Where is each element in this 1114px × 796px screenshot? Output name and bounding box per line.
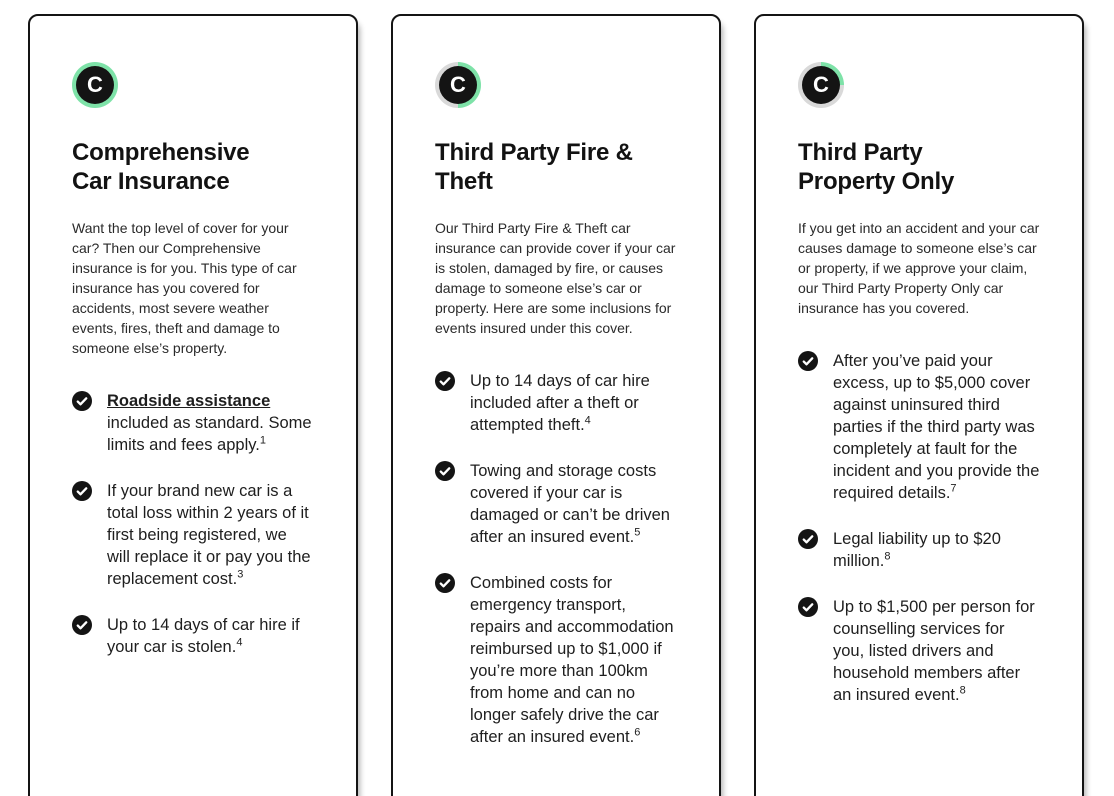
footnote-marker: 5 <box>634 526 641 539</box>
inclusion-item <box>798 350 1040 504</box>
inclusion-item <box>72 614 314 658</box>
check-circle-icon <box>72 615 92 635</box>
insurance-card <box>28 14 358 796</box>
inclusion-item <box>435 370 677 436</box>
inclusion-text: Towing and storage costs covered if your car is damaged or can’t be driven after an insured event.$^5$ <box>470 462 670 546</box>
check-circle-icon <box>798 529 818 549</box>
product-logo-ring-icon <box>798 62 844 108</box>
check-circle-icon <box>72 391 92 411</box>
product-description: Our Third Party Fire & Theft car insurance can provide cover if your car is stolen, damaged by fire, or causes damage to someone else’s car or property. Here are some inclusions for events insured under this cover. <box>435 220 676 336</box>
inclusion-item <box>435 572 677 748</box>
inclusion-text: Up to $1,500 per person for counselling services for you, listed drivers and household members after an insured event.$^8$ <box>833 598 1035 704</box>
check-circle-icon <box>435 573 455 593</box>
product-title: Third Party Fire & Theft <box>435 139 633 195</box>
inclusion-text: Up to 14 days of car hire included after a theft or attempted theft.$^4$ <box>470 372 650 434</box>
footnote-marker: 6 <box>634 726 641 739</box>
product-logo-letter: C <box>802 66 840 104</box>
footnote-marker: 8 <box>884 550 891 563</box>
inclusion-item <box>435 460 677 548</box>
inclusion-text: Up to 14 days of car hire if your car is stolen.$^4$ <box>107 616 300 656</box>
product-description: Want the top level of cover for your car? Then our Comprehensive insurance is for you. This type of car insurance has you covered for accidents, most severe weather events, fires, theft and damage to someone else’s property. <box>72 220 297 356</box>
inclusion-text: After you’ve paid your excess, up to $5,000 cover against uninsured third parties if the third party was completely at fault for the incident and you provide the required details.$^7$ <box>833 352 1040 502</box>
check-circle-icon <box>798 597 818 617</box>
product-title: Third Party Property Only <box>798 139 955 195</box>
inclusion-item <box>798 596 1040 706</box>
footnote-marker: 8 <box>959 684 966 697</box>
inclusion-item <box>72 480 314 590</box>
inclusion-text: Roadside assistance included as standard. Some limits and fees apply.$^1$ <box>107 392 312 454</box>
check-circle-icon <box>435 371 455 391</box>
product-logo-letter: C <box>439 66 477 104</box>
product-logo-letter: C <box>76 66 114 104</box>
inclusion-text: If your brand new car is a total loss within 2 years of it first being registered, we will replace it or pay you the replacement cost.$^3$ <box>107 482 311 588</box>
insurance-card <box>391 14 721 796</box>
footnote-marker: 4 <box>584 414 591 427</box>
footnote-marker: 1 <box>259 434 266 447</box>
insurance-card <box>754 14 1084 796</box>
inclusions-list <box>435 370 677 748</box>
inclusion-text: Legal liability up to $20 million.$^8$ <box>833 530 1001 570</box>
product-logo-ring-icon <box>72 62 118 108</box>
product-title: Comprehensive Car Insurance <box>72 139 250 195</box>
inclusions-list <box>798 350 1040 706</box>
product-description: If you get into an accident and your car causes damage to someone else’s car or property, if we approve your claim, our Third Party Property Only car insurance has you covered. <box>798 220 1040 316</box>
footnote-marker: 4 <box>236 636 243 649</box>
inclusions-list <box>72 390 314 658</box>
inclusion-text: Combined costs for emergency transport, repairs and accommodation reimbursed up to $1,000 if you’re more than 100km from home and can no longer safely drive the car after an insured event.$^6$ <box>470 574 674 746</box>
footnote-marker: 3 <box>237 568 244 581</box>
inclusion-item <box>798 528 1040 572</box>
inclusion-item <box>72 390 314 456</box>
product-logo-ring-icon <box>435 62 481 108</box>
check-circle-icon <box>72 481 92 501</box>
footnote-marker: 7 <box>950 482 957 495</box>
check-circle-icon <box>435 461 455 481</box>
check-circle-icon <box>798 351 818 371</box>
roadside-assistance-link[interactable]: Roadside assistance <box>107 392 271 410</box>
